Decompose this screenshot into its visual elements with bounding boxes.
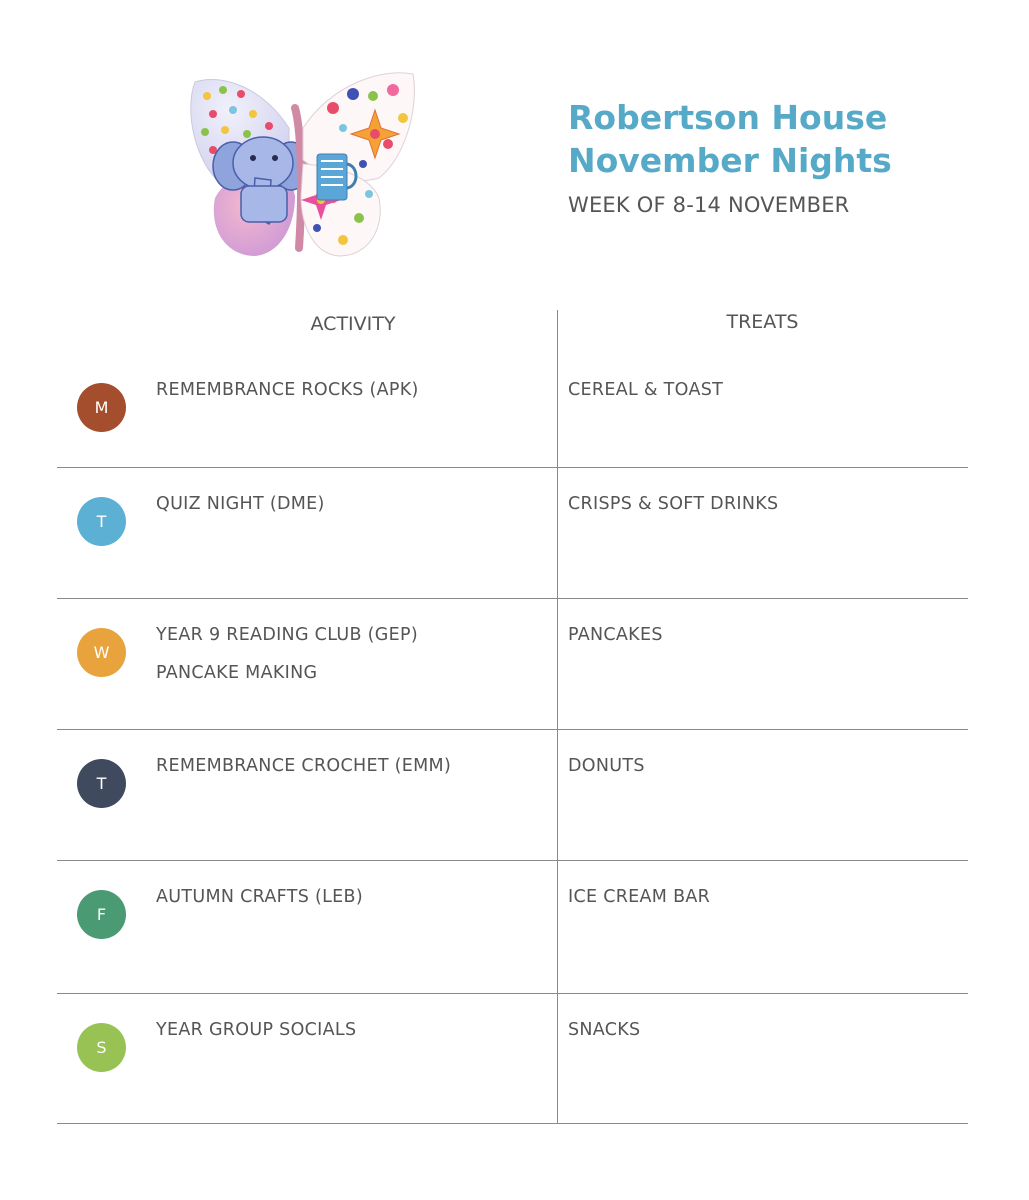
schedule-table (57, 310, 968, 1124)
schedule-row (57, 310, 968, 468)
day-badge: T (77, 759, 126, 808)
day-badge: M (77, 383, 126, 432)
row-divider (57, 1123, 968, 1124)
activity-text: AUTUMN CRAFTS (LEB) (156, 887, 363, 907)
day-badge: F (77, 890, 126, 939)
day-badge: T (77, 497, 126, 546)
day-badge: W (77, 628, 126, 677)
schedule-row (57, 861, 968, 994)
activity-text: PANCAKE MAKING (156, 663, 318, 683)
treat-text: CEREAL & TOAST (568, 380, 724, 400)
column-header-treats: TREATS (726, 311, 799, 333)
activity-text: REMEMBRANCE ROCKS (APK) (156, 380, 419, 400)
schedule-row (57, 730, 968, 861)
schedule-row (57, 599, 968, 730)
treat-text: ICE CREAM BAR (568, 887, 711, 907)
activity-text: QUIZ NIGHT (DME) (156, 494, 325, 514)
title-line-1: Robertson House (568, 98, 888, 137)
schedule-row (57, 468, 968, 599)
week-subtitle: WEEK OF 8-14 NOVEMBER (568, 193, 850, 217)
title-line-2: November Nights (568, 141, 892, 180)
treat-text: DONUTS (568, 756, 645, 776)
activity-text: YEAR 9 READING CLUB (GEP) (156, 625, 418, 645)
treat-text: PANCAKES (568, 625, 663, 645)
schedule-row (57, 994, 968, 1124)
treat-text: CRISPS & SOFT DRINKS (568, 494, 779, 514)
page-title (568, 96, 988, 182)
column-header-activity: ACTIVITY (310, 313, 396, 335)
activity-text: YEAR GROUP SOCIALS (156, 1020, 357, 1040)
butterfly-logo (183, 68, 419, 263)
activity-text: REMEMBRANCE CROCHET (EMM) (156, 756, 452, 776)
treat-text: SNACKS (568, 1020, 641, 1040)
day-badge: S (77, 1023, 126, 1072)
